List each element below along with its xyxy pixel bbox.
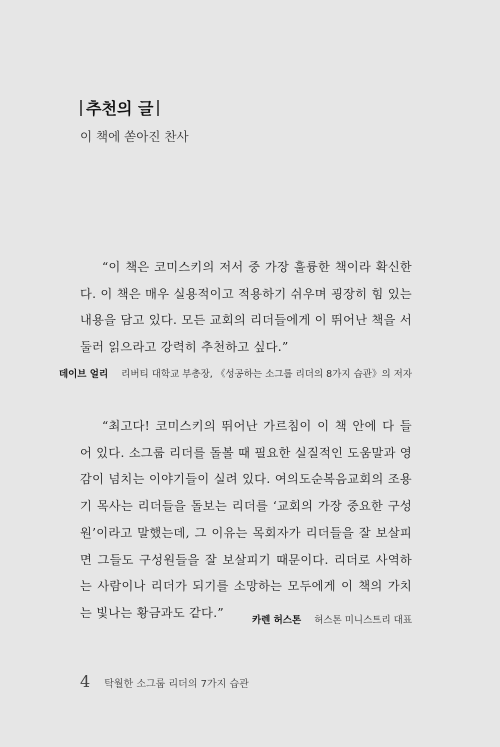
quote-2-text: “최고다! 코미스키의 뛰어난 가르침이 이 책 안에 다 들어 있다. 소그룹 리더를 돌볼 때 필요한 실질적인 도움말과 영감이 넘치는 이야기들이 실려 있다. 여의도순복음교회의 조용기 목사는 리더들을 돌보는 리더를 ‘교회의 가장 중요한 구성원’이라고 말했는데, 그 이유는 목회자가 리더들을 잘 보살피면 그들도 구성원들을 잘 보살피기 때문이다. 리더로 사역하는 사람이나 리더가 되기를 소망하는 모두에게 이 책의 가치는 빛나는 황금과도 같다.” [80, 419, 412, 620]
quote-1-role: 리버티 대학교 부총장, 《성공하는 소그룹 리더의 8가지 습관》의 저자 [121, 369, 412, 380]
quote-2-author: 카렌 허스톤 [251, 615, 302, 626]
section-title [80, 96, 189, 119]
title-bar-right [157, 100, 159, 116]
page-number: 4 [80, 672, 91, 691]
quote-1 [80, 254, 412, 361]
running-title: 탁월한 소그룹 리더의 7가지 습관 [104, 679, 249, 690]
quote-2 [80, 413, 412, 627]
section-title-text: 추천의 글 [86, 99, 154, 118]
section-subtitle: 이 책에 쏟아진 찬사 [80, 129, 189, 144]
quote-2-role: 허스톤 미니스트리 대표 [314, 615, 412, 626]
section-header [80, 96, 189, 145]
quote-1-text: “이 책은 코미스키의 저서 중 가장 훌륭한 책이라 확신한다. 이 책은 매우 실용적이고 적용하기 쉬우며 굉장히 힘 있는 내용을 담고 있다. 모든 교회의 리더들에게 이 뛰어난 책을 서둘러 읽으라고 강력히 추천하고 싶다.” [80, 260, 412, 355]
title-bar-left [80, 100, 82, 116]
quote-1-attribution [59, 366, 412, 380]
page-footer [80, 672, 249, 691]
quote-2-attribution [252, 612, 412, 626]
quote-1-author: 데이브 얼리 [58, 369, 109, 380]
